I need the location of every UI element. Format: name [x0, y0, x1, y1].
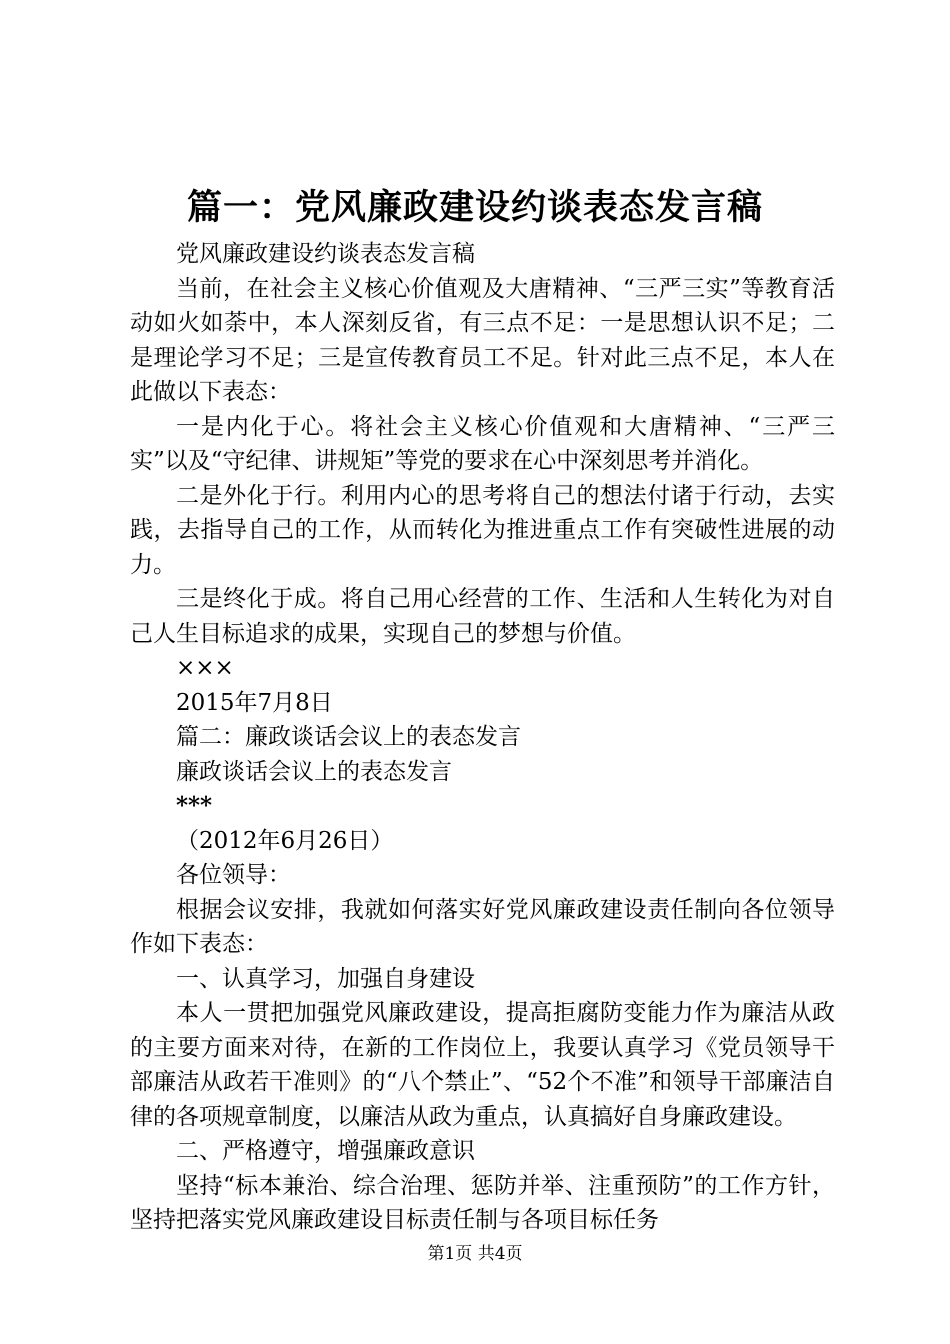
body-paragraph: 二是外化于行。利用内心的思考将自己的想法付诸于行动，去实践，去指导自己的工作，从而转化为推进重点工作有突破性进展的动力。	[130, 482, 835, 578]
body-paragraph: 一是内化于心。将社会主义核心价值观和大唐精神、“三严三实”以及“守纪律、讲规矩”等党的要求在心中深刻思考并消化。	[130, 413, 835, 474]
body-paragraph: 当前，在社会主义核心价值观及大唐精神、“三严三实”等教育活动如火如荼中，本人深刻反省，有三点不足：一是思想认识不足；二是理论学习不足；三是宣传教育员工不足。针对此三点不足，本人在此做以下表态：	[130, 275, 835, 405]
document-body	[130, 237, 835, 1238]
body-paragraph: 坚持“标本兼治、综合治理、惩防并举、注重预防”的工作方针，坚持把落实党风廉政建设目标责任制与各项目标任务	[130, 1172, 835, 1233]
salutation-line: 各位领导：	[176, 862, 291, 888]
section-subtitle: 廉政谈话会议上的表态发言	[176, 758, 452, 785]
date-line: 2015年7月8日	[176, 689, 333, 716]
date-line: （2012年6月26日）	[176, 827, 394, 854]
section-heading: 一、认真学习，加强自身建设	[176, 965, 475, 992]
section-heading: 篇二：廉政谈话会议上的表态发言	[176, 724, 521, 750]
section-heading: 二、严格遵守，增强廉政意识	[176, 1138, 475, 1164]
body-paragraph: 本人一贯把加强党风廉政建设，提高拒腐防变能力作为廉洁从政的主要方面来对待，在新的工作岗位上，我要认真学习《党员领导干部廉洁从政若干准则》的“八个禁止”、“52个不准”和领导干部廉洁自律的各项规章制度，以廉洁从政为重点，认真搞好自身廉政建设。	[130, 1000, 835, 1130]
subtitle-paragraph: 党风廉政建设约谈表态发言稿	[176, 241, 475, 267]
document-title: 篇一：党风廉政建设约谈表态发言稿	[186, 187, 763, 228]
signature-line: ×××	[176, 655, 234, 681]
author-line: ***	[176, 792, 213, 819]
page-indicator: 第1页 共4页	[427, 1244, 523, 1264]
body-paragraph: 根据会议安排，我就如何落实好党风廉政建设责任制向各位领导作如下表态：	[130, 896, 835, 957]
body-paragraph: 三是终化于成。将自己用心经营的工作、生活和人生转化为对自己人生目标追求的成果，实现自己的梦想与价值。	[130, 586, 835, 647]
